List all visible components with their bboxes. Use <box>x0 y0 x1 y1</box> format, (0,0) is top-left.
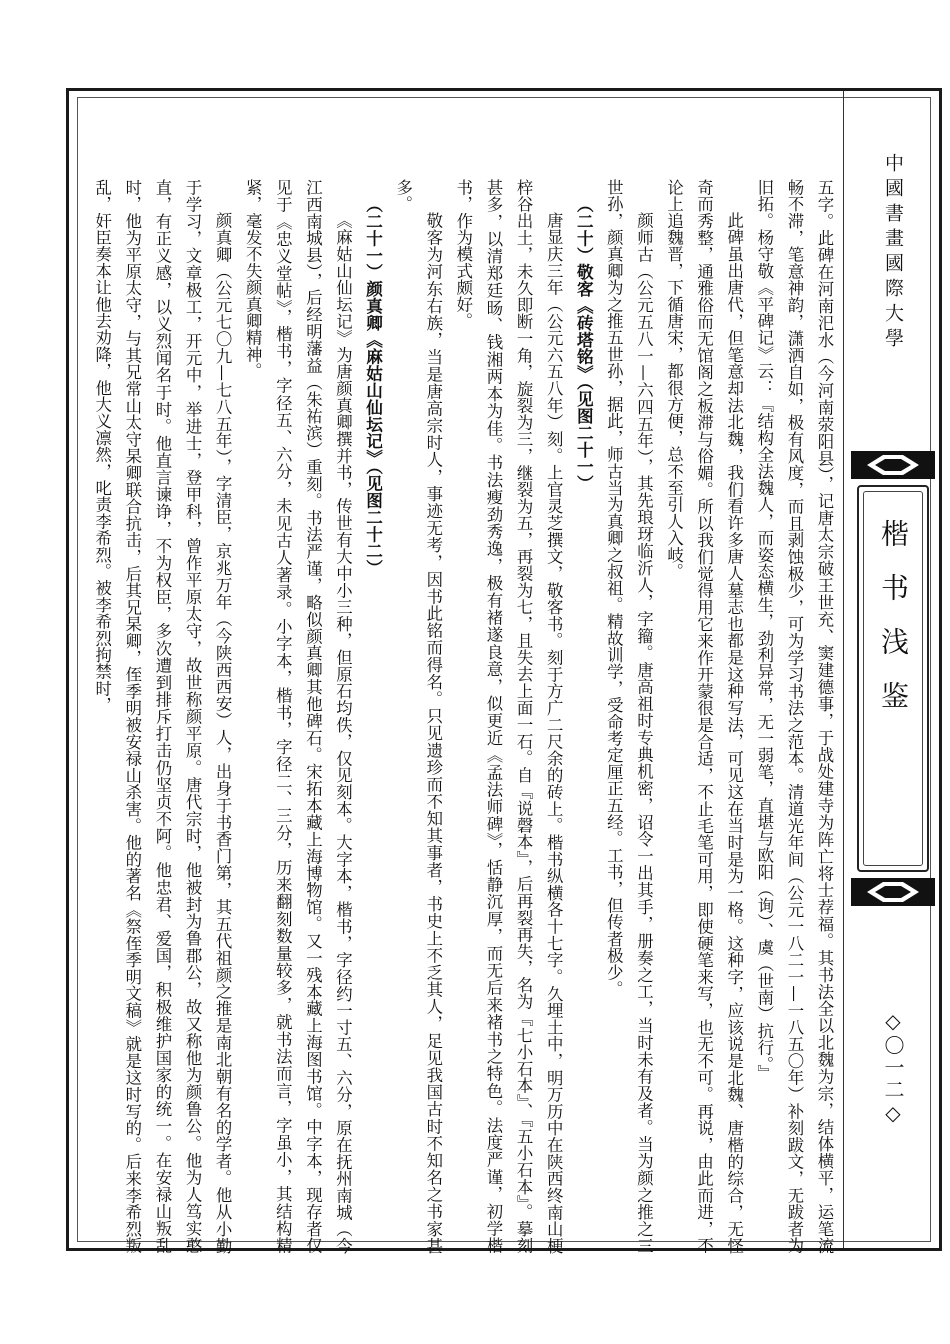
paragraph-4: 唐显庆三年（公元六五八年）刻。上官灵芝撰文，敬客书。刻于方广二尺余的砖上。楷书纵横各十七字。久埋土中，明万历中在陕西终南山梗梓谷出土，未久即断一角，旋裂为三，继裂为五，再裂为七，且失去上面一石。自『说磬本』，后再裂再失，名为『七小石本』、『五小石本』。摹刻甚多，以清郑廷旸、钱湘两本为佳。书法瘦劲秀逸，极有褚遂良意，似更近《孟法师碑》，恬静沉厚，而无后来褚书之特色。法度严谨，初学楷书，作为模式颇好。 <box>453 179 564 1254</box>
paragraph-6: 《麻姑山仙坛记》为唐颜真卿撰并书，传世有大中小三种，但原石均佚，仅见刻本。大字本，楷书，字径约一寸五、六分，原在抚州南城（今江西南城县），后经明藩益（朱祐滨）重刻。书法严谨，略似颜真卿其他碑石。宋拓本藏上海博物馆。又一残本藏上海图书馆。中字本，现存者仅见于《忠义堂帖》，楷书，字径五、六分，未见古人著录。小字本，楷书，字径二、三分，历来翻刻数量较多，就书法而言，字虽小，其结构精紧，毫发不失颜真卿精神。 <box>243 179 353 1254</box>
title-box <box>857 485 929 872</box>
title-panel <box>847 451 939 906</box>
text-block <box>93 179 839 1254</box>
paragraph-1: 五字。此碑在河南汜水（今河南荥阳县），记唐太宗破王世充、窦建德事，于战处建寺为阵亡将士荐福。其书法全以北魏为宗，结体横平，运笔流畅不滞，笔意神韵，潇洒自如，极有风度，而且剥蚀极少，可为学习书法之范本。清道光年间（公元一八二一—一八五〇年）补刻跋文，无跋者为旧拓。杨守敬《平碑记》云：『结构全法魏人，而姿态横生，劲利异常，无一弱笔，直堪与欧阳（询）、虞（世南）抗行。』 <box>754 179 834 1254</box>
paragraph-3: 颜师古（公元五八一—六四五年），其先琅玡临沂人，字籀。唐高祖时专典机密，诏令一出其手，册奏之工，当时未有及者。当为颜之推之三世孙，颜真卿为之推五世孙，据此，师古当为真卿之叔祖。精故训学，受命考定厘正五经。工书，但传者极少。 <box>604 179 654 1254</box>
section-heading-21: （二十一）颜真卿《麻姑山仙坛记》（见图二十二） <box>363 195 383 576</box>
book-title: 楷书浅鉴 <box>877 519 910 735</box>
page-frame <box>66 88 942 1254</box>
ornament-band-top <box>851 451 935 479</box>
paragraph-2: 此碑虽出唐代，但笔意却法北魏，我们看许多唐人墓志也都是这种写法，可见这在当时是为一格。这种字，应该说是北魏、唐楷的综合，无怪奇而秀整，通雅俗而无馆阁之板滞与俗媚。所以我们觉得用它来作开蒙很是合适，不止毛笔可用，即使硬笔来写，也无不可。再说，由此而进，不论上追魏晋，下循唐宋，都很方便，总不至引人入岐。 <box>664 179 744 1254</box>
body-text <box>93 179 839 1254</box>
paragraph-7: 颜真卿（公元七〇九—七八五年），字清臣，京兆万年（今陕西西安）人，出身于书香门第，其五代祖颜之推是南北朝有名的学者。他从小勤于学习，文章极工，开元中，举进士，登甲科，曾作平原太守，故世称颜平原。唐代宗时，他被封为鲁郡公，故又称他为颜鲁公。他为人笃实憨直，有正义感，以义烈闻名于时。他直言谏诤，不为权臣，多次遭到排斥打击仍坚贞不阿。他忠君、爱国，积极维护国家的统一。在安禄山叛乱时，他为平原太守，与其兄常山太守杲卿联合抗击，后其兄杲卿，侄季明被安禄山杀害。他的著名《祭侄季明文稿》就是这时写的。后来李希烈叛乱，奸臣奏本让他去劝降，他大义凛然，叱责李希烈。被李希烈拘禁时， <box>93 179 233 1254</box>
margin-rule <box>843 91 844 1248</box>
school-name: 中國書畫國際大學 <box>882 153 904 353</box>
page-number: ◇〇一二◇ <box>881 1009 905 1127</box>
paragraph-5: 敬客为河东右族，当是唐高宗时人，事迹无考，因书此铭而得名。只见遗珍而不知其事者，书史上不乏其人，足见我国古时不知名之书家甚多。 <box>393 179 443 1254</box>
section-heading-20: （二十）敬客《砖塔铭》（见图二十一） <box>574 195 594 492</box>
ornament-band-bottom <box>851 878 935 906</box>
sidebar <box>847 91 939 1248</box>
